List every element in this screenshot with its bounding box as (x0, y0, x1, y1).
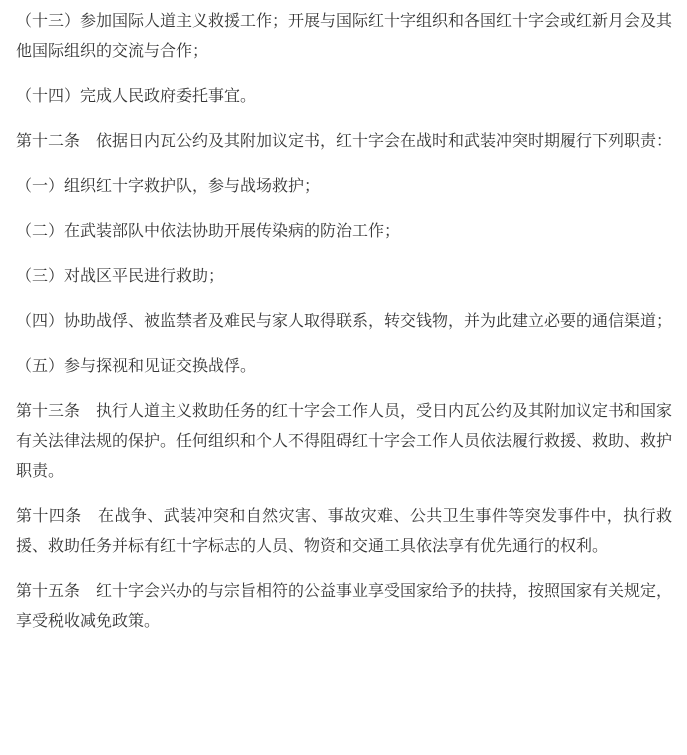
duty-5-prisoner-exchange: （五）参与探视和见证交换战俘。 (16, 356, 257, 375)
clause-13-international-cooperation: （十三）参加国际人道主义救援工作；开展与国际红十字组织和各国红十字会或红新月会及其他国际组织的交流与合作； (16, 11, 673, 60)
article-13-staff-protection: 第十三条 执行人道主义救助任务的红十字会工作人员，受日内瓦公约及其附加议定书和国家有关法律法规的保护。任何组织和个人不得阻碍红十字会工作人员依法履行救援、救助、救护职责。 (16, 401, 673, 480)
clause-14-government-entrusted-matters: （十四）完成人民政府委托事宜。 (16, 86, 257, 105)
duty-2-disease-prevention: （二）在武装部队中依法协助开展传染病的防治工作； (16, 221, 401, 240)
article-12-wartime-duties: 第十二条 依据日内瓦公约及其附加议定书，红十字会在战时和武装冲突时期履行下列职责： (16, 131, 673, 150)
duty-4-family-contact: （四）协助战俘、被监禁者及难民与家人取得联系，转交钱物，并为此建立必要的通信渠道； (16, 311, 673, 330)
document-body (16, 6, 672, 651)
article-14-priority-passage: 第十四条 在战争、武装冲突和自然灾害、事故灾难、公共卫生事件等突发事件中，执行救援、救助任务并标有红十字标志的人员、物资和交通工具依法享有优先通行的权利。 (16, 506, 672, 555)
duty-3-civilian-relief: （三）对战区平民进行救助； (16, 266, 225, 285)
duty-1-rescue-team: （一）组织红十字救护队，参与战场救护； (16, 176, 321, 195)
article-15-tax-relief: 第十五条 红十字会兴办的与宗旨相符的公益事业享受国家给予的扶持，按照国家有关规定，享受税收减免政策。 (16, 581, 673, 630)
